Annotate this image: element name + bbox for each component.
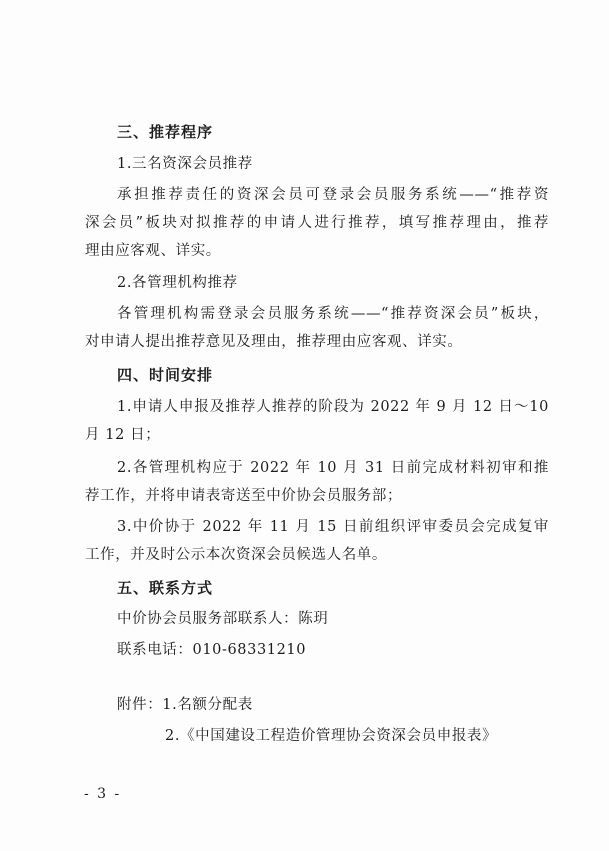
section-5-heading: 五、联系方式 (117, 579, 214, 597)
contact-person: 中价协会员服务部联系人：陈玥 (117, 611, 329, 627)
section-3-paragraph-2-line-2: 对申请人提出推荐意见及理由，推荐理由应客观、详实。 (85, 334, 463, 350)
contact-phone: 联系电话：010-68331210 (117, 642, 307, 658)
section-4-item-1-line-2: 月 12 日； (85, 427, 161, 443)
section-4-item-3-line-1: 3.中价协于 2022 年 11 月 15 日前组织评审委员会完成复审 (117, 519, 549, 535)
attachment-line-1: 附件：1.名额分配表 (117, 697, 253, 713)
attachment-line-2: 2.《中国建设工程造价管理协会资深会员申报表》 (165, 728, 498, 744)
section-3-subheading-2: 2.各管理机构推荐 (117, 275, 238, 291)
section-3-heading: 三、推荐程序 (117, 123, 214, 141)
section-4-item-1-line-1: 1.申请人申报及推荐人推荐的阶段为 2022 年 9 月 12 日～10 (117, 399, 549, 415)
section-3-subheading-1: 1.三名资深会员推荐 (117, 156, 253, 172)
page-number: - 3 - (84, 786, 122, 802)
section-3-paragraph-1-line-2: 深会员”板块对拟推荐的申请人进行推荐，填写推荐理由，推荐 (85, 215, 549, 231)
section-4-item-2-line-1: 2.各管理机构应于 2022 年 10 月 31 日前完成材料初审和推 (117, 460, 549, 476)
section-3-paragraph-2-line-1: 各管理机构需登录会员服务系统——“推荐资深会员”板块， (117, 306, 549, 322)
section-3-paragraph-1-line-3: 理由应客观、详实。 (85, 243, 221, 259)
section-3-paragraph-1-line-1: 承担推荐责任的资深会员可登录会员服务系统——“推荐资 (117, 187, 549, 203)
section-4-item-2-line-2: 荐工作，并将申请表寄送至中价协会员服务部； (85, 488, 403, 504)
section-4-heading: 四、时间安排 (117, 366, 214, 384)
section-4-item-3-line-2: 工作，并及时公示本次资深会员候选人名单。 (85, 547, 387, 563)
